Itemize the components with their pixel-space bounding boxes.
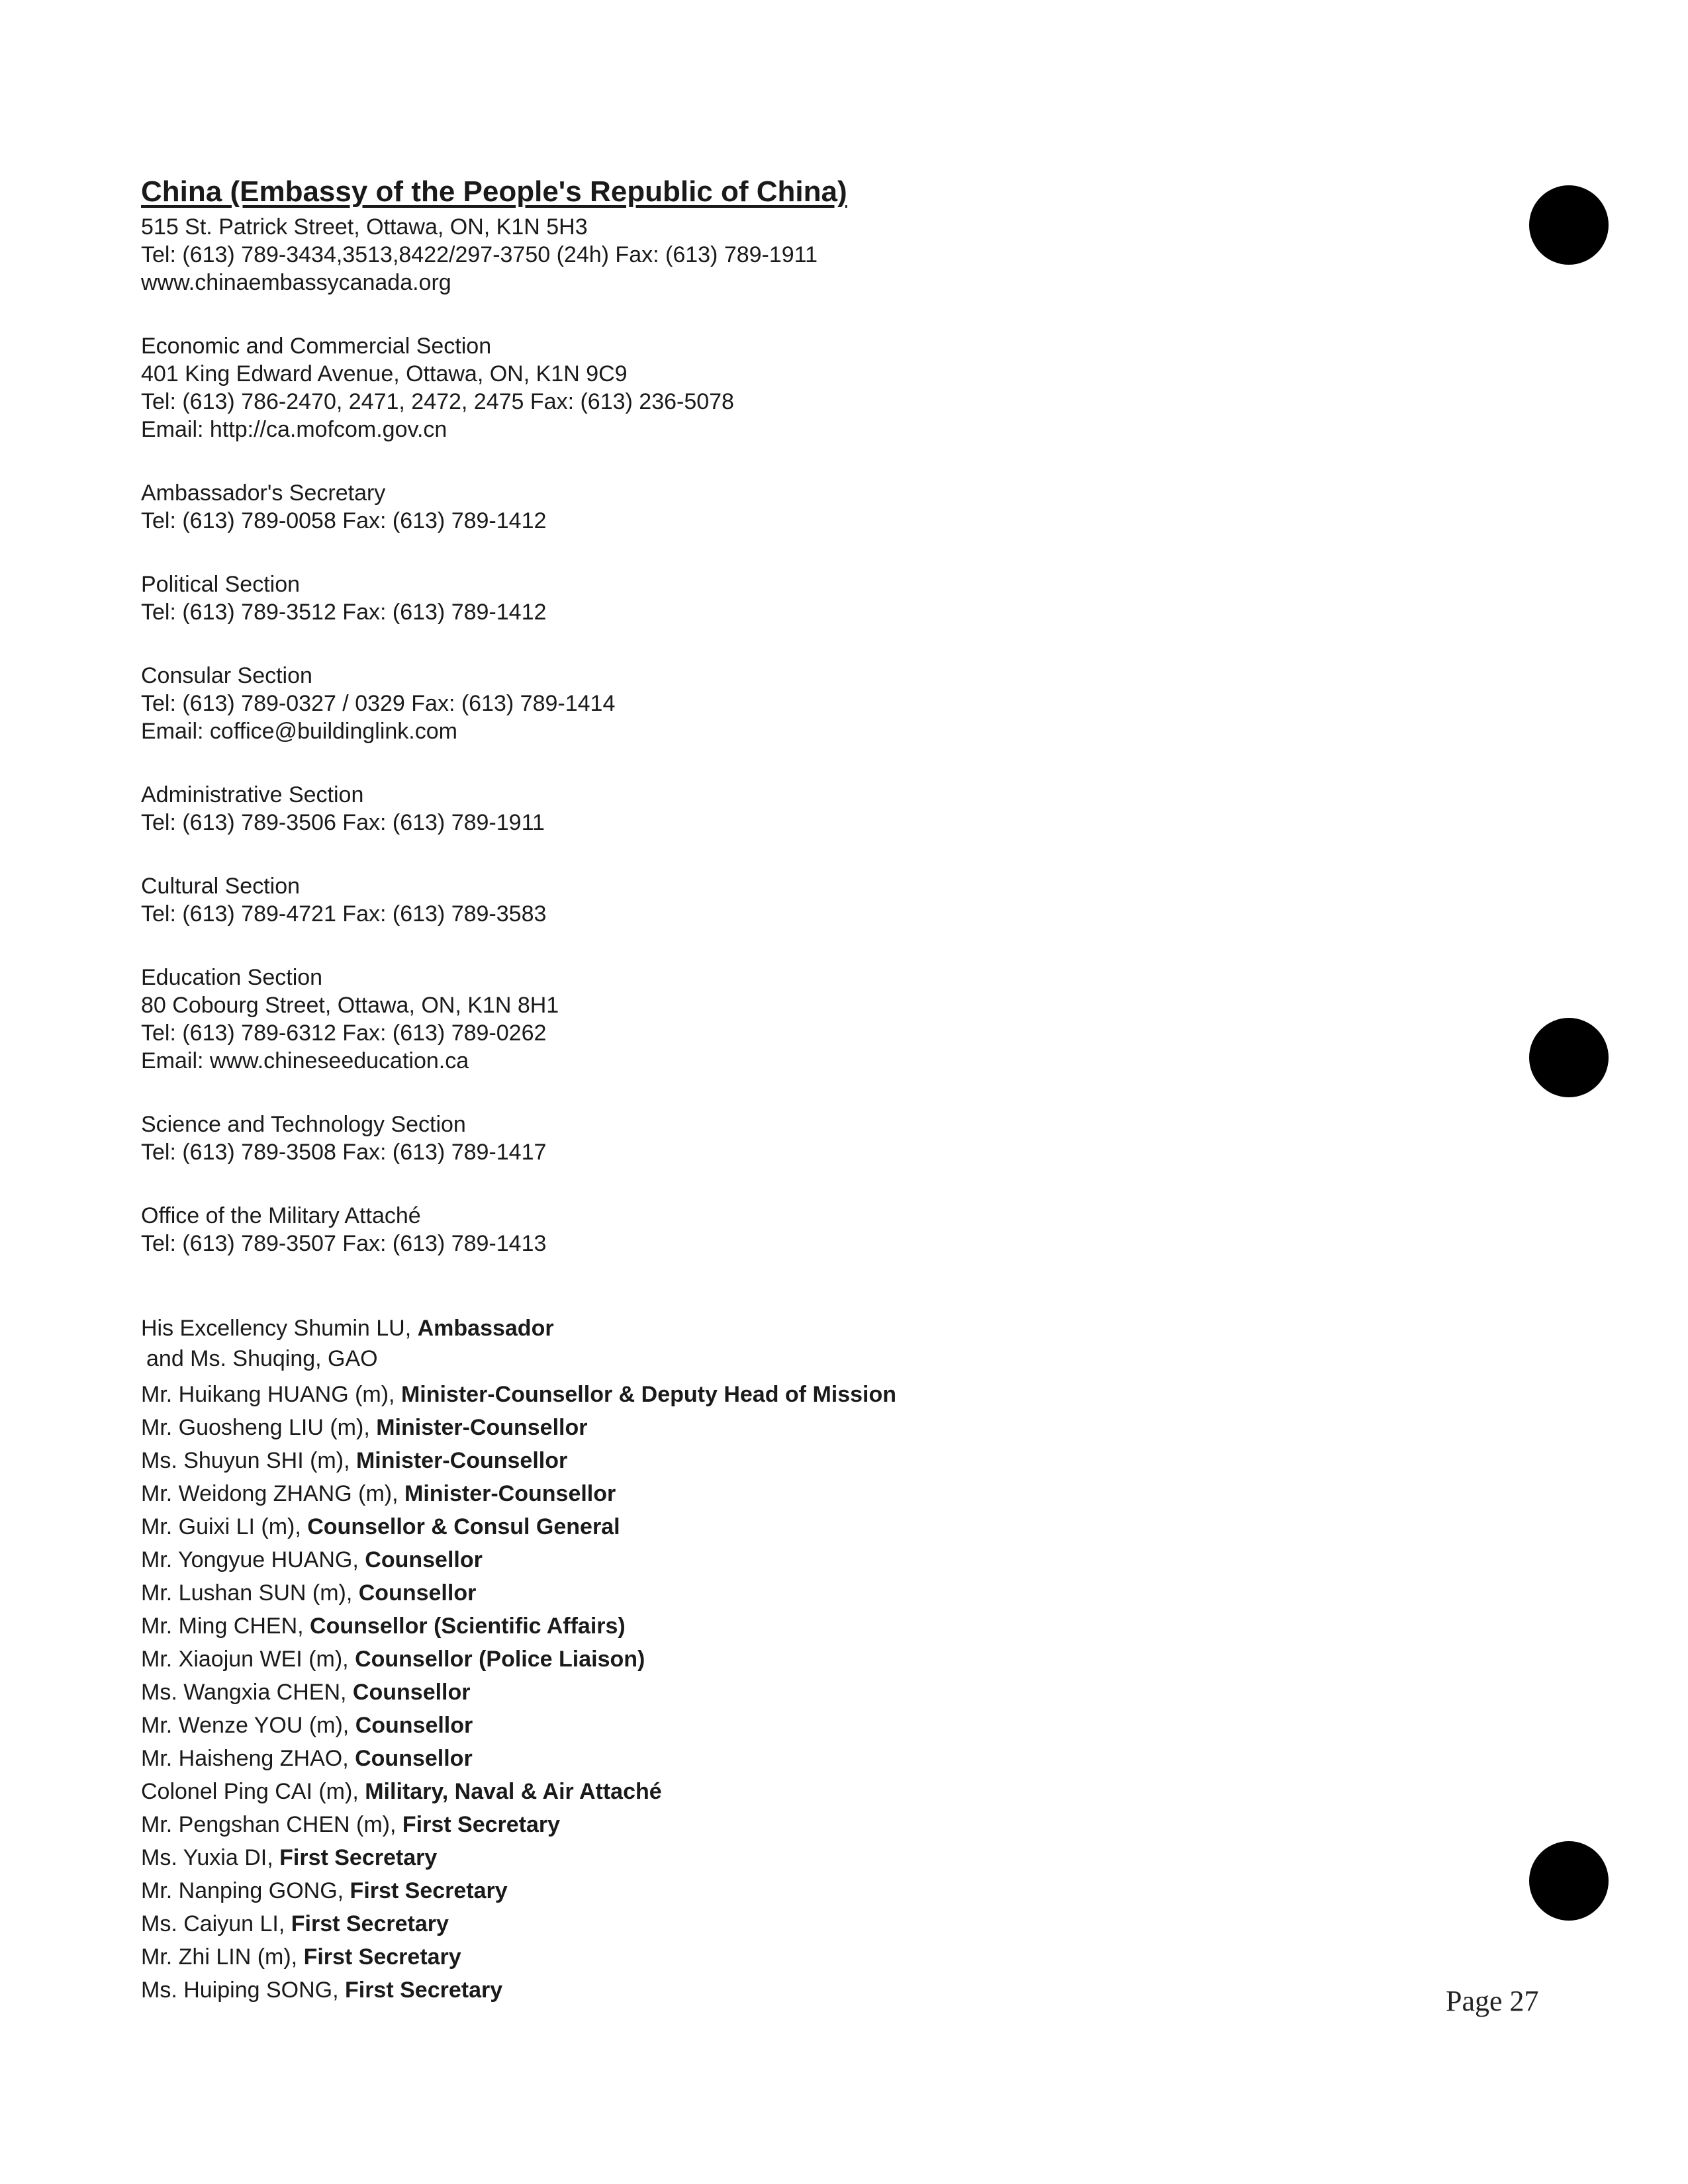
embassy-title: China (Embassy of the People's Republic of China): [141, 175, 847, 208]
section-line: Tel: (613) 789-4721 Fax: (613) 789-3583: [141, 901, 547, 927]
staff-entry: [141, 1907, 1399, 1940]
staff-entry: [141, 1543, 1399, 1576]
staff-role: First Secretary: [279, 1845, 438, 1870]
staff-role: Military, Naval & Air Attaché: [365, 1779, 662, 1804]
staff-name: Colonel Ping CAI (m),: [141, 1779, 365, 1804]
staff-role: First Secretary: [344, 1978, 503, 2003]
section-economic-commercial: [141, 332, 1399, 443]
section-education: [141, 964, 1399, 1075]
section-line: Economic and Commercial Section: [141, 334, 492, 359]
embassy-website: www.chinaembassycanada.org: [141, 270, 451, 295]
staff-name: Ms. Shuyun SHI (m),: [141, 1448, 356, 1473]
section-line: Tel: (613) 789-3508 Fax: (613) 789-1417: [141, 1140, 547, 1165]
section-line: Administrative Section: [141, 782, 364, 807]
section-line: Cultural Section: [141, 874, 301, 899]
staff-role: Counsellor: [355, 1713, 473, 1738]
staff-role: Minister-Counsellor & Deputy Head of Mission: [400, 1382, 897, 1407]
staff-entry: [141, 1709, 1399, 1742]
section-line: Tel: (613) 789-3512 Fax: (613) 789-1412: [141, 600, 547, 625]
staff-entry: [141, 1841, 1399, 1874]
staff-role: Counsellor: [352, 1680, 471, 1705]
staff-entry-ambassador: [141, 1312, 1399, 1345]
section-science-technology: [141, 1111, 1399, 1166]
staff-role: First Secretary: [291, 1911, 449, 1936]
staff-name: Mr. Zhi LIN (m),: [141, 1944, 304, 1970]
staff-name: Mr. Xiaojun WEI (m),: [141, 1647, 355, 1672]
staff-name: Mr. Guosheng LIU (m),: [141, 1415, 377, 1440]
staff-name: Mr. Haisheng ZHAO,: [141, 1746, 355, 1771]
section-administrative: [141, 781, 1399, 837]
page-number: Page 27: [1446, 1985, 1539, 2017]
staff-name: Ms. Wangxia CHEN,: [141, 1680, 353, 1705]
staff-name: Mr. Nanping GONG,: [141, 1878, 350, 1903]
section-line: 80 Cobourg Street, Ottawa, ON, K1N 8H1: [141, 993, 559, 1018]
staff-role: First Secretary: [402, 1812, 561, 1837]
page-content: [141, 175, 1399, 2007]
binder-hole: [1529, 1841, 1609, 1921]
staff-entry: [141, 1576, 1399, 1610]
staff-role: First Secretary: [350, 1878, 508, 1903]
section-line: Tel: (613) 789-3507 Fax: (613) 789-1413: [141, 1231, 547, 1256]
staff-list: [141, 1312, 1399, 2007]
staff-role: Counsellor (Police Liaison): [355, 1647, 645, 1672]
staff-name: Mr. Guixi LI (m),: [141, 1514, 308, 1539]
staff-entry: [141, 1610, 1399, 1643]
staff-role: Counsellor: [365, 1547, 483, 1572]
section-line: Tel: (613) 789-3506 Fax: (613) 789-1911: [141, 810, 545, 835]
staff-name: Mr. Huikang HUANG (m),: [141, 1382, 401, 1407]
section-line: Email: http://ca.mofcom.gov.cn: [141, 417, 447, 442]
staff-name: Mr. Lushan SUN (m),: [141, 1580, 359, 1606]
section-line: Education Section: [141, 965, 323, 990]
section-line: Tel: (613) 789-0058 Fax: (613) 789-1412: [141, 508, 547, 533]
section-cultural: [141, 872, 1399, 928]
section-military-attache: [141, 1202, 1399, 1257]
section-political: [141, 570, 1399, 626]
staff-entry: [141, 1940, 1399, 1974]
staff-name: Mr. Pengshan CHEN (m),: [141, 1812, 402, 1837]
staff-entry: [141, 1643, 1399, 1676]
staff-role: Counsellor: [355, 1746, 473, 1771]
binder-hole: [1529, 1018, 1609, 1097]
staff-spouse: and Ms. Shuqing, GAO: [146, 1346, 378, 1371]
staff-role: Minister-Counsellor: [355, 1448, 568, 1473]
section-consular: [141, 662, 1399, 745]
staff-entry: [141, 1444, 1399, 1477]
section-line: Email: coffice@buildinglink.com: [141, 719, 457, 744]
section-line: Tel: (613) 789-0327 / 0329 Fax: (613) 789-1414: [141, 691, 616, 716]
section-line: Science and Technology Section: [141, 1112, 466, 1137]
section-line: Political Section: [141, 572, 301, 597]
staff-entry: [141, 1477, 1399, 1510]
section-line: 401 King Edward Avenue, Ottawa, ON, K1N 9C9: [141, 361, 628, 387]
embassy-header: [141, 175, 1399, 296]
section-line: Tel: (613) 789-6312 Fax: (613) 789-0262: [141, 1021, 547, 1046]
staff-name: Mr. Yongyue HUANG,: [141, 1547, 365, 1572]
staff-entry: [141, 1411, 1399, 1444]
staff-role: First Secretary: [303, 1944, 461, 1970]
embassy-address: 515 St. Patrick Street, Ottawa, ON, K1N 5H3: [141, 214, 588, 240]
staff-role: Counsellor: [358, 1580, 477, 1606]
section-line: Ambassador's Secretary: [141, 480, 386, 506]
binder-hole: [1529, 185, 1609, 265]
staff-role: Minister-Counsellor: [404, 1481, 616, 1506]
staff-entry: [141, 1510, 1399, 1543]
staff-name: Mr. Weidong ZHANG (m),: [141, 1481, 404, 1506]
staff-name: His Excellency Shumin LU,: [141, 1316, 418, 1341]
staff-entry: [141, 1974, 1399, 2007]
staff-entry: [141, 1378, 1399, 1411]
section-line: Email: www.chineseeducation.ca: [141, 1048, 469, 1073]
staff-name: Ms. Yuxia DI,: [141, 1845, 280, 1870]
embassy-phone: Tel: (613) 789-3434,3513,8422/297-3750 (24h) Fax: (613) 789-1911: [141, 242, 818, 267]
staff-name: Ms. Huiping SONG,: [141, 1978, 345, 2003]
staff-role: Counsellor & Consul General: [307, 1514, 620, 1539]
staff-entry: [141, 1742, 1399, 1775]
staff-name: Mr. Ming CHEN,: [141, 1614, 310, 1639]
staff-entry: [141, 1874, 1399, 1907]
staff-name: Ms. Caiyun LI,: [141, 1911, 291, 1936]
staff-role: Ambassador: [417, 1316, 554, 1341]
section-ambassadors-secretary: [141, 479, 1399, 535]
section-line: Office of the Military Attaché: [141, 1203, 421, 1228]
section-line: Tel: (613) 786-2470, 2471, 2472, 2475 Fax: (613) 236-5078: [141, 389, 734, 414]
staff-role: Counsellor (Scientific Affairs): [310, 1614, 626, 1639]
staff-name: Mr. Wenze YOU (m),: [141, 1713, 355, 1738]
staff-entry: [141, 1676, 1399, 1709]
staff-entry: [141, 1808, 1399, 1841]
staff-role: Minister-Counsellor: [376, 1415, 588, 1440]
staff-entry: [141, 1775, 1399, 1808]
section-line: Consular Section: [141, 663, 312, 688]
